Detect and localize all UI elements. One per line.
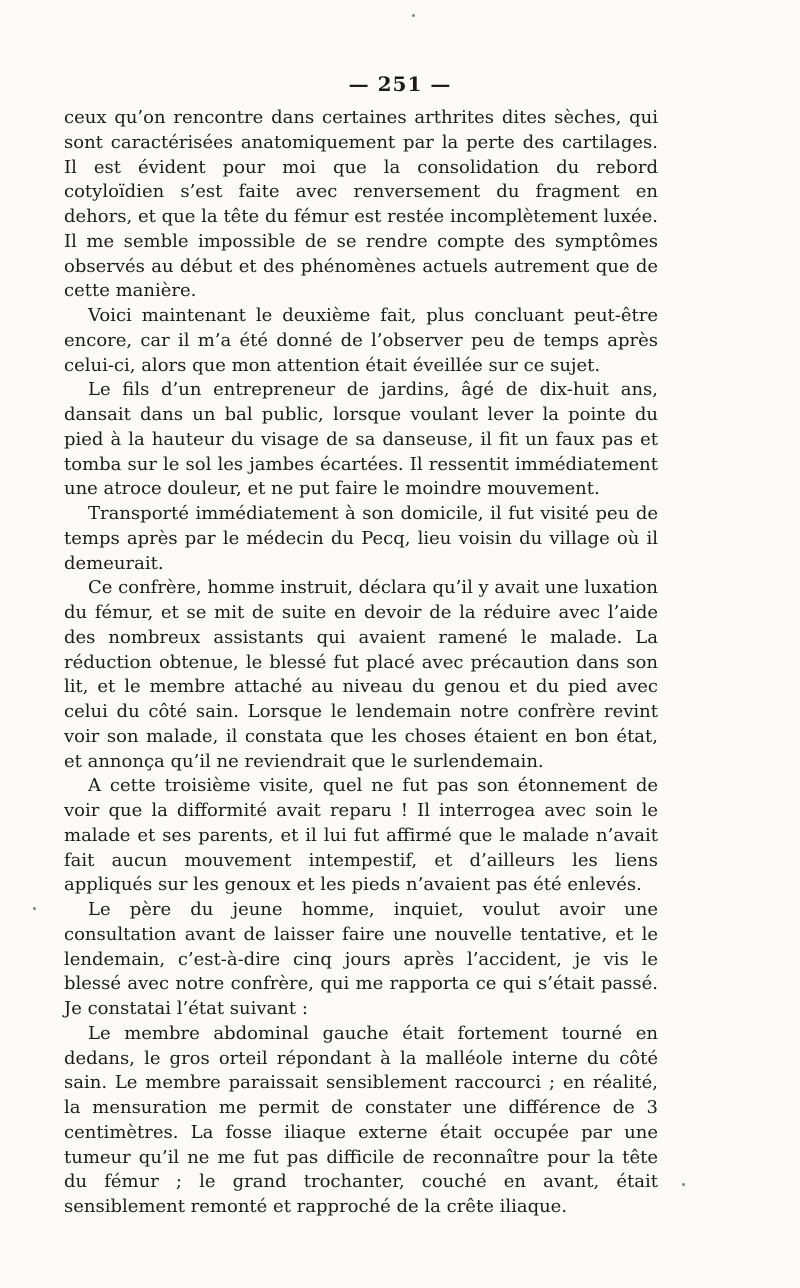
body-text [64,106,658,1220]
paragraph-7: Le père du jeune homme, inquiet, voulut avoir une consultation avant de laisser faire une nouvelle tentative, et le lendemain, c’est-à-dire cinq jours après l’accident, je vis le blessé avec notre confrère, qui me rapporta ce qui s’était passé. Je constatai l’état suivant : [64,899,658,1019]
paragraph-1: ceux qu’on rencontre dans certaines arthrites dites sèches, qui sont caractérisées anatomiquement par la perte des cartilages. Il est évident pour moi que la consolidation du rebord cotyloïdien s’est faite avec renversement du fragment en dehors, et que la tête du fémur est restée incomplètement luxée. Il me semble impossible de se rendre compte des symptômes observés au début et des phénomènes actuels autrement que de cette manière. [64,107,658,302]
paragraph-4: Transporté immédiatement à son domicile, il fut visité peu de temps après par le médecin du Pecq, lieu voisin du village où il demeurait. [64,503,658,574]
paragraph-2: Voici maintenant le deuxième fait, plus concluant peut-être encore, car il m’a été donné de l’observer peu de temps après celui-ci, alors que mon attention était éveillée sur ce sujet. [64,305,658,376]
paper-speck [33,907,36,910]
page-number: — 251 — [348,72,452,96]
paper-speck [682,1183,685,1186]
paper-speck [412,14,415,17]
paragraph-3: Le fils d’un entrepreneur de jardins, âgé de dix-huit ans, dansait dans un bal public, lorsque voulant lever la pointe du pied à la hauteur du visage de sa danseuse, il fit un faux pas et tomba sur le sol les jambes écartées. Il ressentit immédiatement une atroce douleur, et ne put faire le moindre mouvement. [64,379,658,500]
paragraph-8: Le membre abdominal gauche était fortement tourné en dedans, le gros orteil répondant à la malléole interne du côté sain. Le membre paraissait sensiblement raccourci ; en réalité, la mensuration me permit de constater une différence de 3 centimètres. La fosse iliaque externe était occupée par une tumeur qu’il ne me fut pas difficile de reconnaître pour la tête du fémur ; le grand trochanter, couché en avant, était sensiblement remonté et rapproché de la crête iliaque. [64,1022,658,1217]
paragraph-6: A cette troisième visite, quel ne fut pas son étonnement de voir que la difformité avait reparu ! Il interrogea avec soin le malade et ses parents, et il lui fut affirmé que le malade n’avait fait aucun mouvement intempestif, et d’ailleurs les liens appliqués sur les genoux et les pieds n’avaient pas été enlevés. [64,775,658,896]
paragraph-5: Ce confrère, homme instruit, déclara qu’il y avait une luxation du fémur, et se mit de suite en devoir de la réduire avec l’aide des nombreux assistants qui avaient ramené le malade. La réduction obtenue, le blessé fut placé avec précaution dans son lit, et le membre attaché au niveau du genou et du pied avec celui du côté sain. Lorsque le lendemain notre confrère revint voir son malade, il constata que les choses étaient en bon état, et annonça qu’il ne reviendrait que le surlendemain. [64,577,658,772]
